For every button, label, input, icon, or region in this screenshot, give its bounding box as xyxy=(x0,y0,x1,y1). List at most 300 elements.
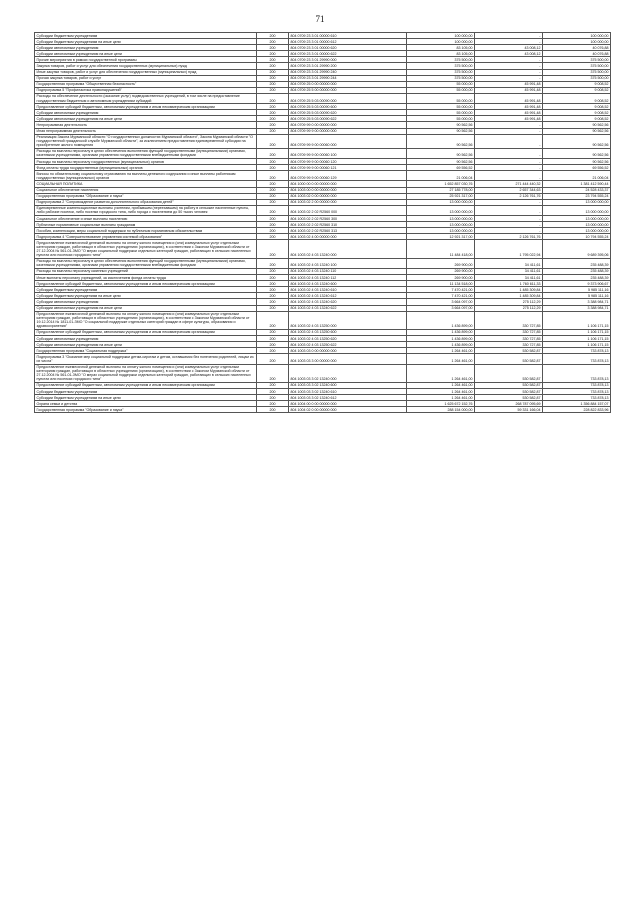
row-executed-cell: 1 485 309,84 xyxy=(475,287,543,293)
row-amount-cell: 1 264 461,00 xyxy=(407,395,475,401)
row-amount-cell: 1 436 899,00 xyxy=(407,329,475,335)
row-remaining-cell: 9 008,52 xyxy=(543,93,611,103)
row-amount-cell: 1 652 857 030,76 xyxy=(407,181,475,187)
row-name-cell: Субсидии автономным учреждениям xyxy=(35,45,257,51)
row-name-cell: Взносы по обязательному социальному страхованию на выплаты денежного содержания и иные выплаты работникам государственных (муниципальных) органов xyxy=(35,171,257,181)
table-row xyxy=(35,205,611,215)
row-amount-cell: 288 154 000,00 xyxy=(407,407,475,413)
row-amount-cell: 1 264 461,00 xyxy=(407,364,475,382)
row-name-cell: Субсидии бюджетным учреждениям на иные цели xyxy=(35,395,257,401)
row-code-cell: 200 xyxy=(257,57,289,63)
row-code-cell: 200 xyxy=(257,407,289,413)
row-executed-cell: 43 008,12 xyxy=(475,45,543,51)
row-name-cell: Предоставление субсидий бюджетным, автономным учреждениям и иным некоммерческим организациям xyxy=(35,281,257,287)
row-kbk-cell: 804 1003 02 4 03 13240 112 xyxy=(289,275,407,281)
budget-table xyxy=(34,32,611,413)
row-kbk-cell: 804 0709 25 5 03 00090 620 xyxy=(289,110,407,116)
row-executed-cell: 45 991,48 xyxy=(475,110,543,116)
row-remaining-cell: 1 106 171,15 xyxy=(543,311,611,329)
row-amount-cell: 1 264 461,00 xyxy=(407,389,475,395)
row-kbk-cell: 804 0709 23 3 01 00000 612 xyxy=(289,39,407,45)
row-executed-cell: - xyxy=(475,165,543,171)
row-remaining-cell: 235 488,39 xyxy=(543,275,611,281)
row-kbk-cell: 804 1003 02 4 03 13240 612 xyxy=(289,293,407,299)
row-kbk-cell: 804 1003 02 2 02 R2560 310 xyxy=(289,222,407,228)
row-name-cell: Подпрограмма 4 "Совершенствование управления системой образования" xyxy=(35,234,257,240)
row-kbk-cell: 804 1004 00 0 00 00000 000 xyxy=(289,401,407,407)
row-code-cell: 200 xyxy=(257,187,289,193)
row-remaining-cell: 1 356 884 157,07 xyxy=(543,401,611,407)
row-amount-cell: 100 000,00 xyxy=(407,33,475,39)
row-executed-cell: 2 126 761,76 xyxy=(475,234,543,240)
row-kbk-cell: 804 0709 25 0 00 00000 000 xyxy=(289,81,407,87)
row-executed-cell: 45 991,48 xyxy=(475,116,543,122)
table-row xyxy=(35,407,611,413)
row-kbk-cell: 804 1003 02 2 02 R2560 300 xyxy=(289,216,407,222)
row-name-cell: Единовременные компенсационные выплаты учителям, прибывшим (переехавшим) на работу в сельские населенные пункты, либо рабочие поселки, либо поселки городского типа, либо города с населением до 50 тысяч человек xyxy=(35,205,257,215)
row-code-cell: 200 xyxy=(257,159,289,165)
row-code-cell: 200 xyxy=(257,81,289,87)
row-code-cell: 200 xyxy=(257,268,289,274)
row-kbk-cell: 804 0709 23 3 01 00000 610 xyxy=(289,33,407,39)
row-kbk-cell: 804 1003 02 4 03 13250 622 xyxy=(289,342,407,348)
row-remaining-cell: 9 689 395,06 xyxy=(543,240,611,258)
row-remaining-cell: 5 985 111,16 xyxy=(543,293,611,299)
row-code-cell: 200 xyxy=(257,364,289,382)
row-remaining-cell: 1 106 171,15 xyxy=(543,329,611,335)
row-code-cell: 200 xyxy=(257,110,289,116)
row-name-cell: Расходы на выплаты персоналу в целях обеспечения выполнения функций государственными (муниципальными) органами, казенными учреждениями, органами управления государственными внебюджетными фондами xyxy=(35,148,257,158)
row-amount-cell: 1 264 461,00 xyxy=(407,348,475,354)
row-remaining-cell: 733 878,13 xyxy=(543,364,611,382)
row-remaining-cell: 10 794 555,24 xyxy=(543,234,611,240)
row-executed-cell: - xyxy=(475,134,543,148)
row-remaining-cell: 90 562,56 xyxy=(543,148,611,158)
row-kbk-cell: 804 1003 03 3 00 00000 000 xyxy=(289,354,407,364)
row-kbk-cell: 804 1003 02 2 02 R2560 000 xyxy=(289,205,407,215)
row-executed-cell: 34 411,61 xyxy=(475,275,543,281)
row-code-cell: 200 xyxy=(257,171,289,181)
row-name-cell: Предоставление ежемесячной денежной выплаты на оплату жилого помещения и (или) коммунальных услуг отдельным категориям граждан, работающих в областных учреждениях (организациях), в соответствии с Законом Мурманской области от 27.12.2004 № 561-01-ЗМО "О мерах социальной поддержки отдельных категорий граждан, работающих в сельских населенных пунктах или поселках городского типа" xyxy=(35,240,257,258)
row-code-cell: 200 xyxy=(257,33,289,39)
row-amount-cell: 375 500,00 xyxy=(407,75,475,81)
row-kbk-cell: 804 1003 03 3 02 13240 610 xyxy=(289,389,407,395)
row-executed-cell: - xyxy=(475,148,543,158)
row-amount-cell: 13 000 000,00 xyxy=(407,205,475,215)
row-amount-cell: 375 500,00 xyxy=(407,63,475,69)
row-amount-cell: 13 000 000,00 xyxy=(407,228,475,234)
row-name-cell: Субсидии автономным учреждениям на иные цели xyxy=(35,305,257,311)
row-code-cell: 200 xyxy=(257,336,289,342)
row-kbk-cell: 804 0709 99 9 00 00060 120 xyxy=(289,159,407,165)
row-amount-cell: 3 664 097,00 xyxy=(407,299,475,305)
row-name-cell: Субсидии бюджетным учреждениям на иные цели xyxy=(35,293,257,299)
row-executed-cell: 2 126 761,76 xyxy=(475,193,543,199)
row-name-cell: Публичные нормативные социальные выплаты гражданам xyxy=(35,222,257,228)
row-remaining-cell: 1 106 171,15 xyxy=(543,336,611,342)
row-name-cell: Субсидии автономным учреждениям на иные цели xyxy=(35,51,257,57)
row-code-cell: 200 xyxy=(257,205,289,215)
table-row xyxy=(35,134,611,148)
row-executed-cell: 530 582,87 xyxy=(475,364,543,382)
row-name-cell: Иная непрограммная деятельность xyxy=(35,128,257,134)
table-row xyxy=(35,240,611,258)
row-amount-cell: 90 562,56 xyxy=(407,122,475,128)
row-remaining-cell: 9 008,52 xyxy=(543,87,611,93)
row-amount-cell: 55 000,00 xyxy=(407,104,475,110)
row-name-cell: Субсидии автономным учреждениям xyxy=(35,336,257,342)
row-code-cell: 200 xyxy=(257,299,289,305)
row-executed-cell: 330 727,85 xyxy=(475,329,543,335)
row-remaining-cell: 40 076,88 xyxy=(543,51,611,57)
row-remaining-cell: 3 388 984,71 xyxy=(543,305,611,311)
table-row xyxy=(35,354,611,364)
row-remaining-cell: 9 008,52 xyxy=(543,110,611,116)
row-executed-cell: 1 795 022,94 xyxy=(475,240,543,258)
row-remaining-cell: 90 562,56 xyxy=(543,159,611,165)
row-executed-cell: - xyxy=(475,122,543,128)
row-kbk-cell: 804 1003 02 2 02 R2560 313 xyxy=(289,228,407,234)
row-kbk-cell: 804 0709 25 5 03 00090 600 xyxy=(289,104,407,110)
row-code-cell: 200 xyxy=(257,395,289,401)
row-kbk-cell: 804 1000 00 0 00 00000 000 xyxy=(289,181,407,187)
row-executed-cell: - xyxy=(475,205,543,215)
row-amount-cell: 7 470 421,00 xyxy=(407,293,475,299)
row-amount-cell: 90 562,56 xyxy=(407,159,475,165)
row-code-cell: 200 xyxy=(257,148,289,158)
row-amount-cell: 27 185 778,00 xyxy=(407,187,475,193)
row-code-cell: 200 xyxy=(257,329,289,335)
row-kbk-cell: 804 1003 02 4 03 13240 622 xyxy=(289,305,407,311)
row-remaining-cell: 1 381 412 590,44 xyxy=(543,181,611,187)
row-name-cell: Реализация Закона Мурманской области "О государственных должностях Мурманской области", Закона Мурманской области "О государственной гражданской службе Мурманской области", за исключением предоставления единовременной субсидии на приобретение жилого помещения xyxy=(35,134,257,148)
row-code-cell: 200 xyxy=(257,93,289,103)
row-name-cell: Расходы на выплаты персоналу в целях обеспечения выполнения функций государственными (муниципальными) органами, казенными учреждениями, органами управления государственными внебюджетными фондами xyxy=(35,258,257,268)
table-row xyxy=(35,311,611,329)
row-name-cell: Закупка товаров, работ и услуг для обеспечения государственных (муниципальных) нужд xyxy=(35,63,257,69)
row-code-cell: 200 xyxy=(257,39,289,45)
row-name-cell: Социальное обеспечение и иные выплаты населению xyxy=(35,216,257,222)
row-remaining-cell: 235 488,39 xyxy=(543,258,611,268)
row-code-cell: 200 xyxy=(257,165,289,171)
row-code-cell: 200 xyxy=(257,389,289,395)
row-code-cell: 200 xyxy=(257,401,289,407)
row-remaining-cell: 5 985 111,16 xyxy=(543,287,611,293)
row-code-cell: 200 xyxy=(257,199,289,205)
table-row xyxy=(35,171,611,181)
row-kbk-cell: 804 0709 25 5 00 00000 000 xyxy=(289,87,407,93)
row-executed-cell: - xyxy=(475,216,543,222)
row-executed-cell: 271 444 440,32 xyxy=(475,181,543,187)
row-name-cell: Социальное обеспечение населения xyxy=(35,187,257,193)
row-kbk-cell: 804 1003 02 4 03 13240 610 xyxy=(289,287,407,293)
row-remaining-cell: 90 562,56 xyxy=(543,128,611,134)
row-executed-cell: - xyxy=(475,33,543,39)
table-row xyxy=(35,93,611,103)
row-executed-cell: 45 991,48 xyxy=(475,104,543,110)
row-executed-cell: 530 582,87 xyxy=(475,389,543,395)
row-remaining-cell: 21 006,04 xyxy=(543,171,611,181)
row-kbk-cell: 804 1003 02 4 03 13250 600 xyxy=(289,329,407,335)
row-kbk-cell: 804 0709 23 3 01 29990 200 xyxy=(289,63,407,69)
row-remaining-cell: 69 556,52 xyxy=(543,165,611,171)
budget-table-body xyxy=(35,33,611,413)
row-executed-cell: 34 411,61 xyxy=(475,268,543,274)
row-executed-cell: - xyxy=(475,39,543,45)
row-code-cell: 200 xyxy=(257,51,289,57)
row-executed-cell: 268 787 095,69 xyxy=(475,401,543,407)
row-kbk-cell: 804 1003 03 3 02 13240 000 xyxy=(289,364,407,382)
row-code-cell: 200 xyxy=(257,87,289,93)
row-amount-cell: 69 556,52 xyxy=(407,165,475,171)
row-name-cell: Государственная программа "Образование и наука" xyxy=(35,193,257,199)
row-kbk-cell: 804 0709 99 9 00 00060 100 xyxy=(289,148,407,158)
row-executed-cell: - xyxy=(475,228,543,234)
row-name-cell: Расходы на выплаты персоналу казенных учреждений xyxy=(35,268,257,274)
row-code-cell: 200 xyxy=(257,305,289,311)
row-amount-cell: 90 562,56 xyxy=(407,128,475,134)
row-name-cell: Предоставление ежемесячной денежной выплаты на оплату жилого помещения и (или) коммунальных услуг отдельным категориям граждан, работающих в областных учреждениях (организациях), в соответствии с Законом Мурманской области от 19.12.2014 № 1811-01-ЗМО "О социальной поддержке отдельных категорий граждан в сфере культуры, образования и здравоохранения" xyxy=(35,311,257,329)
row-name-cell: Предоставление субсидий бюджетным, автономным учреждениям и иным некоммерческим организациям xyxy=(35,329,257,335)
row-amount-cell: 11 134 518,00 xyxy=(407,281,475,287)
row-remaining-cell: 733 878,13 xyxy=(543,348,611,354)
row-remaining-cell: 733 878,13 xyxy=(543,395,611,401)
row-kbk-cell: 804 1003 02 4 03 13240 600 xyxy=(289,281,407,287)
row-amount-cell: 13 000 000,00 xyxy=(407,216,475,222)
row-remaining-cell: 13 000 000,00 xyxy=(543,199,611,205)
table-row xyxy=(35,148,611,158)
row-remaining-cell: 235 488,39 xyxy=(543,268,611,274)
row-code-cell: 200 xyxy=(257,181,289,187)
row-remaining-cell: 375 500,00 xyxy=(543,57,611,63)
row-executed-cell: - xyxy=(475,75,543,81)
row-executed-cell: - xyxy=(475,57,543,63)
row-name-cell: Прочие мероприятия в рамках государственной программы xyxy=(35,57,257,63)
row-code-cell: 200 xyxy=(257,222,289,228)
row-kbk-cell: 804 1003 03 3 02 13240 612 xyxy=(289,395,407,401)
row-name-cell: Субсидии автономным учреждениям на иные цели xyxy=(35,116,257,122)
table-row xyxy=(35,258,611,268)
row-executed-cell: 1 760 611,33 xyxy=(475,281,543,287)
row-name-cell: Охрана семьи и детства xyxy=(35,401,257,407)
row-executed-cell: 275 112,29 xyxy=(475,299,543,305)
row-remaining-cell: 228 822 833,96 xyxy=(543,407,611,413)
row-code-cell: 200 xyxy=(257,134,289,148)
row-amount-cell: 7 470 421,00 xyxy=(407,287,475,293)
row-kbk-cell: 804 1003 02 4 03 13250 620 xyxy=(289,336,407,342)
row-amount-cell: 269 900,00 xyxy=(407,275,475,281)
row-name-cell: Предоставление ежемесячной денежной выплаты на оплату жилого помещения и (или) коммунальных услуг отдельным категориям граждан, работающих в областных учреждениях (организациях), в соответствии с Законом Мурманской области от 27.12.2004 № 561-01-ЗМО "О мерах социальной поддержки отдельных категорий граждан, работающих в сельских населенных пунктах или поселках городского типа" xyxy=(35,364,257,382)
row-kbk-cell: 804 1003 02 4 03 13240 100 xyxy=(289,258,407,268)
row-code-cell: 200 xyxy=(257,75,289,81)
row-amount-cell: 90 562,56 xyxy=(407,134,475,148)
row-code-cell: 200 xyxy=(257,234,289,240)
row-kbk-cell: 804 1003 02 0 00 00000 000 xyxy=(289,193,407,199)
row-amount-cell: 269 900,00 xyxy=(407,268,475,274)
row-code-cell: 200 xyxy=(257,382,289,388)
row-code-cell: 200 xyxy=(257,63,289,69)
row-kbk-cell: 804 0709 25 5 03 00090 000 xyxy=(289,93,407,103)
row-kbk-cell: 804 1003 02 4 03 13250 000 xyxy=(289,311,407,329)
row-executed-cell: - xyxy=(475,199,543,205)
row-name-cell: Субсидии автономным учреждениям xyxy=(35,110,257,116)
row-amount-cell: 55 000,00 xyxy=(407,116,475,122)
row-amount-cell: 12 921 317,00 xyxy=(407,234,475,240)
row-amount-cell: 21 006,04 xyxy=(407,171,475,181)
row-executed-cell: 275 112,29 xyxy=(475,305,543,311)
row-remaining-cell: 13 000 000,00 xyxy=(543,228,611,234)
row-kbk-cell: 804 1003 03 3 02 13240 600 xyxy=(289,382,407,388)
row-executed-cell: 530 582,87 xyxy=(475,382,543,388)
row-name-cell: Субсидии бюджетным учреждениям xyxy=(35,389,257,395)
row-kbk-cell: 804 1003 02 4 03 13240 000 xyxy=(289,240,407,258)
row-code-cell: 200 xyxy=(257,354,289,364)
row-executed-cell: - xyxy=(475,159,543,165)
row-code-cell: 200 xyxy=(257,240,289,258)
row-remaining-cell: 100 000,00 xyxy=(543,39,611,45)
row-executed-cell: - xyxy=(475,171,543,181)
row-remaining-cell: 733 878,13 xyxy=(543,382,611,388)
row-amount-cell: 13 000 000,00 xyxy=(407,222,475,228)
row-remaining-cell: 375 500,00 xyxy=(543,63,611,69)
row-amount-cell: 55 000,00 xyxy=(407,81,475,87)
row-remaining-cell: 13 000 000,00 xyxy=(543,216,611,222)
row-name-cell: Субсидии бюджетным учреждениям xyxy=(35,287,257,293)
row-name-cell: Государственная программа "Образование и наука" xyxy=(35,407,257,413)
row-code-cell: 200 xyxy=(257,216,289,222)
row-code-cell: 200 xyxy=(257,128,289,134)
row-kbk-cell: 804 0709 23 3 01 00000 622 xyxy=(289,51,407,57)
row-remaining-cell: 3 388 984,71 xyxy=(543,299,611,305)
row-code-cell: 200 xyxy=(257,193,289,199)
row-kbk-cell: 804 1003 02 4 03 13240 620 xyxy=(289,299,407,305)
row-code-cell: 200 xyxy=(257,116,289,122)
row-kbk-cell: 804 0709 99 9 00 00000 000 xyxy=(289,128,407,134)
row-name-cell: Субсидии автономным учреждениям xyxy=(35,299,257,305)
row-amount-cell: 83 105,00 xyxy=(407,51,475,57)
row-kbk-cell: 804 0709 23 3 01 29990 240 xyxy=(289,69,407,75)
row-remaining-cell: 100 000,00 xyxy=(543,33,611,39)
page-number: 71 xyxy=(315,14,325,24)
row-name-cell: Подпрограмма 5 "Профилактика правонарушений" xyxy=(35,87,257,93)
row-kbk-cell: 804 0709 23 3 01 29990 244 xyxy=(289,75,407,81)
row-amount-cell: 3 664 097,00 xyxy=(407,305,475,311)
row-amount-cell: 11 484 418,00 xyxy=(407,240,475,258)
row-amount-cell: 55 000,00 xyxy=(407,87,475,93)
row-remaining-cell: 1 106 171,15 xyxy=(543,342,611,348)
row-code-cell: 200 xyxy=(257,293,289,299)
row-remaining-cell: 90 562,56 xyxy=(543,122,611,128)
row-name-cell: Государственная программа "Общественная безопасность" xyxy=(35,81,257,87)
row-kbk-cell: 804 0709 99 0 00 00000 000 xyxy=(289,122,407,128)
row-amount-cell: 100 000,00 xyxy=(407,39,475,45)
row-code-cell: 200 xyxy=(257,275,289,281)
row-kbk-cell: 804 0709 23 3 01 00000 620 xyxy=(289,45,407,51)
row-name-cell: Подпрограмма 3 "Оказание мер социальной поддержки детям-сиротам и детям, оставшимся без попечения родителей, лицам из их числа" xyxy=(35,354,257,364)
row-name-cell: Иные закупки товаров, работ и услуг для обеспечения государственных (муниципальных) нужд xyxy=(35,69,257,75)
row-kbk-cell: 804 1003 02 4 03 13240 110 xyxy=(289,268,407,274)
row-remaining-cell: 23 794 555,24 xyxy=(543,193,611,199)
row-executed-cell: 330 727,85 xyxy=(475,342,543,348)
row-name-cell: Расходы на обеспечение деятельности (оказание услуг) подведомственных учреждений, в том числе на предоставление государственным бюджетным и автономным учреждениям субсидий xyxy=(35,93,257,103)
row-kbk-cell: 804 1003 03 0 00 00000 000 xyxy=(289,348,407,354)
row-executed-cell: 45 991,48 xyxy=(475,81,543,87)
row-executed-cell: - xyxy=(475,128,543,134)
row-code-cell: 200 xyxy=(257,311,289,329)
row-remaining-cell: 733 878,13 xyxy=(543,389,611,395)
row-amount-cell: 375 500,00 xyxy=(407,57,475,63)
row-remaining-cell: 9 373 906,67 xyxy=(543,281,611,287)
row-remaining-cell: 375 500,00 xyxy=(543,75,611,81)
row-amount-cell: 1 436 899,00 xyxy=(407,342,475,348)
row-executed-cell: - xyxy=(475,69,543,75)
row-code-cell: 200 xyxy=(257,287,289,293)
row-executed-cell: 530 582,87 xyxy=(475,354,543,364)
row-kbk-cell: 804 0709 23 3 01 29990 000 xyxy=(289,57,407,63)
row-name-cell: Подпрограмма 2 "Сопровождение развития дополнительного образования детей" xyxy=(35,199,257,205)
row-name-cell: СОЦИАЛЬНАЯ ПОЛИТИКА xyxy=(35,181,257,187)
row-remaining-cell: 90 562,56 xyxy=(543,134,611,148)
row-executed-cell: 2 657 344,63 xyxy=(475,187,543,193)
row-kbk-cell: 804 1004 02 0 00 00000 000 xyxy=(289,407,407,413)
row-amount-cell: 269 900,00 xyxy=(407,258,475,268)
row-executed-cell: 43 008,12 xyxy=(475,51,543,57)
row-kbk-cell: 804 1003 00 0 00 00000 000 xyxy=(289,187,407,193)
row-executed-cell: 330 727,85 xyxy=(475,311,543,329)
row-code-cell: 200 xyxy=(257,104,289,110)
row-name-cell: Непрограммная деятельность xyxy=(35,122,257,128)
row-amount-cell: 1 436 899,00 xyxy=(407,336,475,342)
row-executed-cell: - xyxy=(475,222,543,228)
row-amount-cell: 25 921 317,00 xyxy=(407,193,475,199)
row-executed-cell: 1 485 309,84 xyxy=(475,293,543,299)
row-name-cell: Предоставление субсидий бюджетным, автономным учреждениям и иным некоммерческим организациям xyxy=(35,104,257,110)
row-name-cell: Субсидии бюджетным учреждениям xyxy=(35,33,257,39)
row-amount-cell: 83 105,00 xyxy=(407,45,475,51)
row-remaining-cell: 13 000 000,00 xyxy=(543,222,611,228)
row-amount-cell: 13 000 000,00 xyxy=(407,199,475,205)
row-amount-cell: 55 000,00 xyxy=(407,93,475,103)
row-name-cell: Иные выплаты персоналу учреждений, за исключением фонда оплаты труда xyxy=(35,275,257,281)
row-executed-cell: 530 582,87 xyxy=(475,395,543,401)
row-code-cell: 200 xyxy=(257,228,289,234)
row-executed-cell: 330 727,85 xyxy=(475,336,543,342)
table-row xyxy=(35,364,611,382)
row-amount-cell: 1 264 461,00 xyxy=(407,382,475,388)
row-name-cell: Государственная программа "Социальная поддержка" xyxy=(35,348,257,354)
row-executed-cell: 45 991,48 xyxy=(475,93,543,103)
row-amount-cell: 1 264 461,00 xyxy=(407,354,475,364)
row-kbk-cell: 804 1003 02 2 00 00000 000 xyxy=(289,199,407,205)
row-code-cell: 200 xyxy=(257,281,289,287)
row-executed-cell: 34 411,61 xyxy=(475,258,543,268)
row-remaining-cell: 733 878,13 xyxy=(543,354,611,364)
row-kbk-cell: 804 0709 99 9 00 00060 000 xyxy=(289,134,407,148)
row-name-cell: Расходы на выплаты персоналу государственных (муниципальных) органов xyxy=(35,159,257,165)
row-amount-cell: 375 500,00 xyxy=(407,69,475,75)
row-name-cell: Субсидии автономным учреждениям на иные цели xyxy=(35,342,257,348)
row-name-cell: Фонд оплаты труда государственных (муниципальных) органов xyxy=(35,165,257,171)
row-kbk-cell: 804 1003 02 4 00 00000 000 xyxy=(289,234,407,240)
row-amount-cell: 1 436 899,00 xyxy=(407,311,475,329)
row-code-cell: 200 xyxy=(257,342,289,348)
row-amount-cell: 90 562,56 xyxy=(407,148,475,158)
row-executed-cell: - xyxy=(475,63,543,69)
row-name-cell: Прочая закупка товаров, работ и услуг xyxy=(35,75,257,81)
row-kbk-cell: 804 0709 99 9 00 00060 129 xyxy=(289,171,407,181)
row-name-cell: Предоставление субсидий бюджетным, автономным учреждениям и иным некоммерческим организациям xyxy=(35,382,257,388)
row-code-cell: 200 xyxy=(257,45,289,51)
